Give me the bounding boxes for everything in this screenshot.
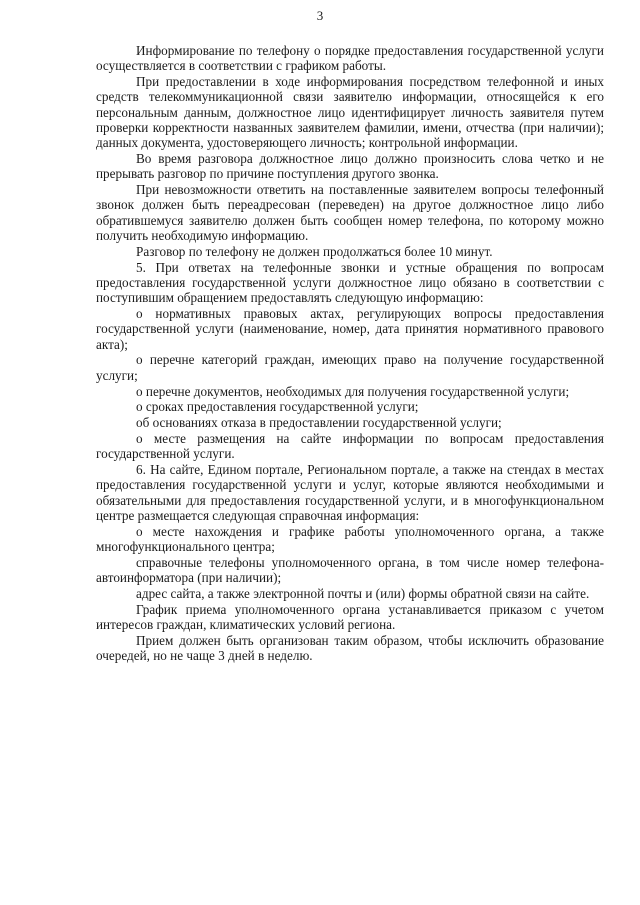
paragraph: Разговор по телефону не должен продолжаться более 10 минут. (136, 243, 493, 259)
paragraph: об основаниях отказа в предоставлении государственной услуги; (136, 415, 502, 431)
paragraph: 5. При ответах на телефонные звонки и устные обращения по вопросам предоставления государственной услуги должностное лицо обязано в соответствии с поступившим обращением предоставлять следующую информацию: (96, 259, 604, 306)
paragraph: График приема уполномоченного органа устанавливается приказом с учетом интересов граждан, климатических условий региона. (96, 601, 604, 632)
paragraph: о сроках предоставления государственной услуги; (136, 399, 419, 415)
paragraph: При невозможности ответить на поставленные заявителем вопросы телефонный звонок должен быть переадресован (переведен) на другое должностное лицо либо обратившемуся заявителю должен быть сообщен номер телефона, по которому можно получить необходимую информацию. (96, 182, 604, 244)
document-body (96, 43, 604, 664)
page-number: 3 (316, 8, 324, 23)
paragraph: При предоставлении в ходе информирования посредством телефонной и иных средств телекоммуникационной связи заявителю информации, относящейся к его персональным данным, должностное лицо идентифицирует личность заявителя путем проверки корректности названных заявителем фамилии, имени, отчества (при наличии); данных документа, удостоверяющего личность; контрольной информации. (96, 74, 604, 151)
paragraph: о месте нахождения и графике работы уполномоченного органа, а также многофункционального центра; (96, 523, 604, 554)
paragraph: о перечне документов, необходимых для получения государственной услуги; (136, 383, 570, 399)
paragraph: Информирование по телефону о порядке предоставления государственной услуги осуществляется в соответствии с графиком работы. (96, 43, 604, 74)
paragraph: Прием должен быть организован таким образом, чтобы исключить образование очередей, но не чаще 3 дней в неделю. (96, 632, 604, 664)
paragraph: о перечне категорий граждан, имеющих право на получение государственной услуги; (96, 352, 604, 383)
paragraph: о нормативных правовых актах, регулирующих вопросы предоставления государственной услуги (наименование, номер, дата принятия нормативного правового акта); (96, 306, 604, 352)
paragraph: о месте размещения на сайте информации по вопросам предоставления государственной услуги. (96, 430, 604, 462)
paragraph: адрес сайта, а также электронной почты и (или) формы обратной связи на сайте. (136, 585, 590, 601)
paragraph: 6. На сайте, Едином портале, Региональном портале, а также на стендах в местах предоставления государственной услуги и услуг, которые являются необходимыми и обязательными для предоставления государственной услуги, и в многофункциональном центре размещается следующая справочная информация: (96, 462, 604, 523)
paragraph: Во время разговора должностное лицо должно произносить слова четко и не прерывать разговор по причине поступления другого звонка. (96, 151, 604, 182)
paragraph: справочные телефоны уполномоченного органа, в том числе номер телефона-автоинформатора (при наличии); (96, 554, 604, 586)
